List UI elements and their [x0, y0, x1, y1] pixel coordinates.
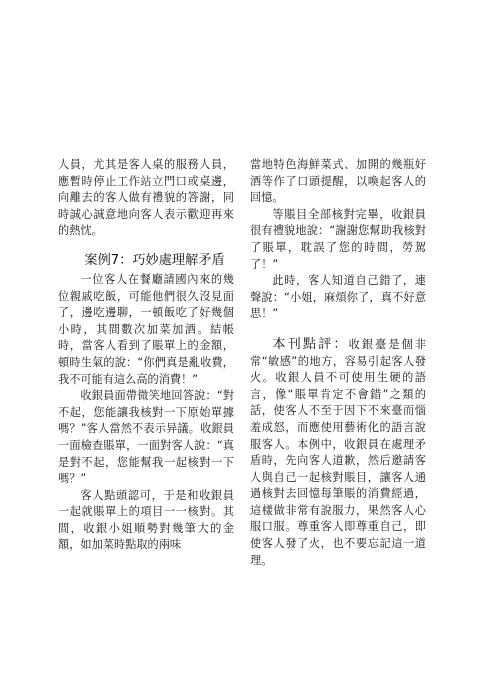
right-column	[250, 157, 426, 569]
body-paragraph: 此時，客人知道自己錯了，連聲說：“小姐，麻煩你了，真不好意思！”	[250, 274, 426, 321]
body-paragraph: 收銀員面帶微笑地回答說：“對不起，您能讓我核對一下原始單據嗎？”客人當然不表示异議。收銀員一面檢查賬單，一面對客人說：“真是對不起，您能幫我一起核對一下嗎？”	[58, 389, 234, 486]
editor-comment	[250, 337, 426, 569]
body-paragraph: 一位客人在餐廳請國內來的幾位親戚吃飯，可能他們很久沒見面了，邊吃邊聊，一頓飯吃了好幾個小時，其間數次加菜加酒。結帳時，當客人看到了賬單上的金額，頓時生氣的說：“你們真是亂收費，我不可能有這么高的消費！”	[58, 272, 234, 386]
comment-body: 收銀臺是個非常“敏感”的地方，容易引起客人發火。收銀人員不可使用生硬的語言，像“賬單肯定不會錯”之類的話，使客人不至于因下不來臺而惱羞成怒，而應使用藝術化的語言說服客人。本例中，收銀員在處理矛盾時，先向客人道歉，然后邀請客人與自己一起核對賬目，讓客人通過核對去回憶每筆賬的消費經過，這樣做非常有說服力，果然客人心服口服。尊重客人即尊重自己，即使客人發了火，也不要忘記這一道理。	[250, 337, 426, 567]
body-paragraph: 等賬目全部核對完畢，收銀員很有禮貌地說：“謝謝您幫助我核對了賬單，耽誤了您的時間，勞駕了！”	[250, 207, 426, 271]
body-paragraph: 人員，尤其是客人桌的服務人員，應暫時停止工作站立門口或桌邊，向離去的客人做有禮貌的答謝，同時誠心誠意地向客人表示歡迎再來的熱忱。	[58, 158, 234, 238]
case-heading: 案例7：巧妙處理解矛盾	[84, 252, 225, 268]
comment-lead: 本刊點評：	[272, 336, 349, 352]
body-paragraph: 當地特色海鮮菜式、加開的幾瓶好酒等作了口頭提醒，以喚起客人的回憶。	[250, 158, 426, 205]
body-paragraph: 客人點頭認可，于是和收銀員一起就賬單上的項目一一核對。其間，收銀小姐順勢對幾筆大的金額，如加菜時點取的兩味	[58, 488, 234, 552]
left-column	[58, 157, 234, 554]
